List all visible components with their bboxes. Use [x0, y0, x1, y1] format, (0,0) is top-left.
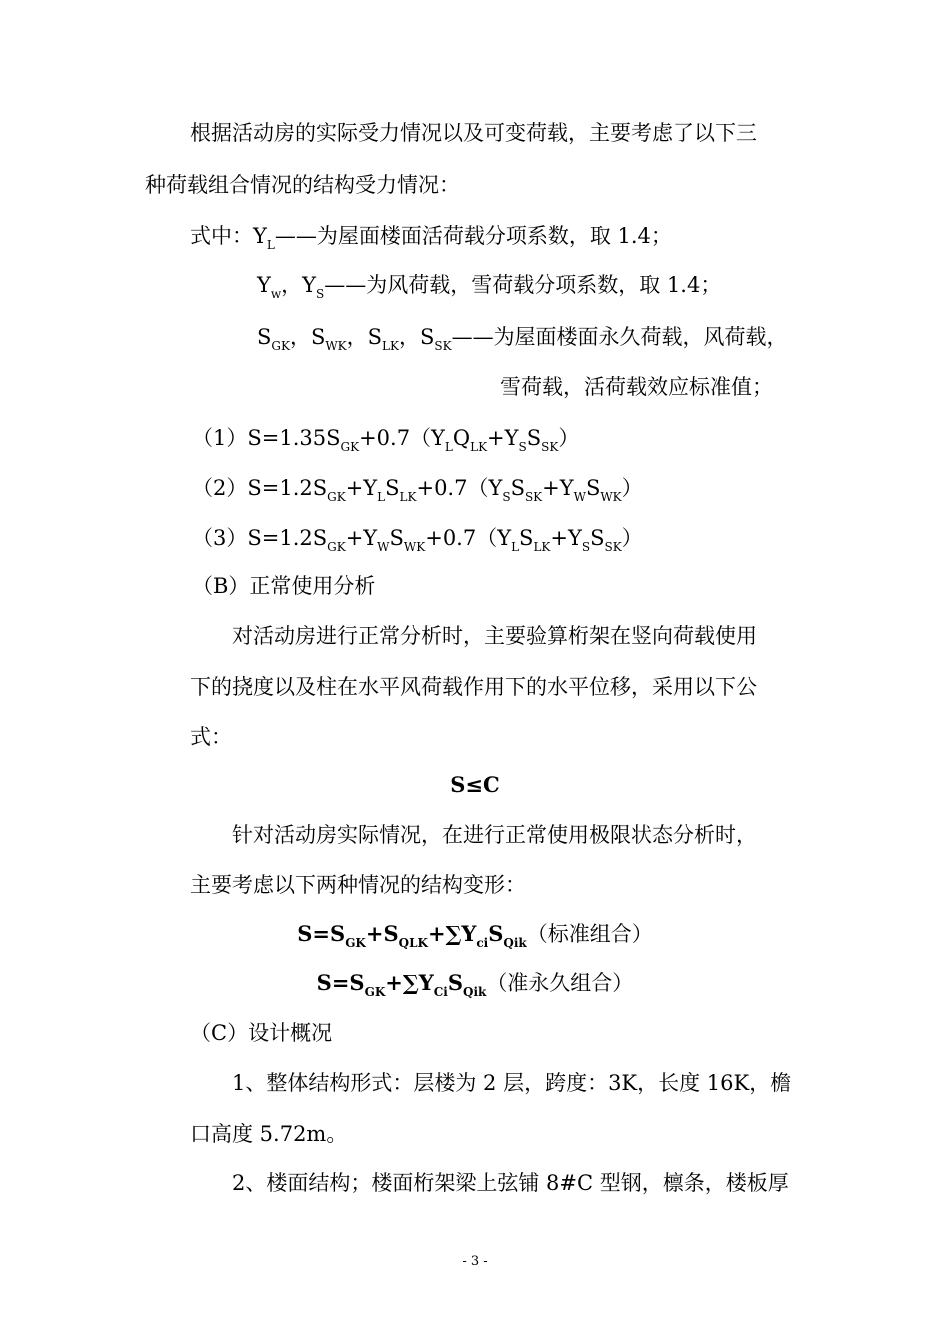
formula-part: +0.7（Y — [416, 476, 503, 500]
formula-subscript: GK — [345, 936, 366, 950]
definition-yl-text: ——为屋面楼面活荷载分项系数，取 1.4； — [274, 224, 672, 248]
formula-subscript: ci — [476, 936, 489, 950]
formula-part: S — [590, 526, 605, 550]
formula-part: S — [385, 476, 400, 500]
definition-yl — [190, 222, 672, 250]
paragraph-analysis-line-1: 对活动房进行正常分析时，主要验算桁架在竖向荷载使用 — [232, 624, 757, 648]
formula-part: +0.7（Y — [425, 526, 512, 550]
definition-s-text: ——为屋面楼面永久荷载，风荷载， — [451, 325, 788, 349]
formula-subscript: Qik — [503, 936, 527, 950]
formula-subscript: S — [518, 440, 527, 454]
formula-part: +Y — [345, 526, 378, 550]
term-s: S — [257, 325, 272, 349]
formula-s-le-c: S≤C — [450, 772, 500, 797]
formula-subscript: Qik — [462, 985, 487, 999]
formula-quasi-permanent-combination — [0, 969, 950, 997]
formula-subscript: W — [573, 490, 586, 504]
formula-part: S — [526, 426, 542, 450]
formula-part: S — [389, 526, 404, 550]
formula-subscript: Ci — [433, 985, 448, 999]
item-2-line-1: 2、楼面结构；楼面桁架梁上弦铺 8#C 型钢，檩条，楼板厚 — [232, 1171, 789, 1195]
definition-s-continuation: 雪荷载，活荷载效应标准值； — [500, 375, 773, 399]
formula-subscript: GK — [340, 440, 360, 454]
heading-b: （B）正常使用分析 — [192, 574, 376, 598]
formula-part: S=S — [316, 970, 365, 995]
formula-part: S — [510, 476, 525, 500]
formula-part: +0.7（Y — [359, 426, 445, 450]
page-number: - 3 - — [462, 1254, 488, 1269]
formula-combination-1 — [192, 424, 579, 452]
definition-yw-ys — [257, 271, 721, 299]
formula-note: （标准组合） — [526, 922, 653, 946]
formula-subscript: L — [377, 490, 386, 504]
formula-part: （2）S=1.2S — [192, 476, 328, 500]
formula-subscript: L — [444, 440, 453, 454]
formula-subscript: GK — [327, 490, 346, 504]
heading-c: （C）设计概况 — [190, 1021, 333, 1045]
formula-part: S — [488, 921, 504, 946]
formula-part: +Y — [550, 526, 582, 550]
formula-note: （准永久组合） — [486, 971, 634, 995]
formula-part: S — [447, 970, 463, 995]
term-subscript: WK — [325, 339, 347, 353]
formula-subscript: LK — [470, 440, 488, 454]
paragraph-analysis-line-2: 下的挠度以及柱在水平风荷载作用下的水平位移，采用以下公 — [190, 675, 757, 699]
formula-part: （1）S=1.35S — [192, 426, 341, 450]
formula-subscript: SK — [604, 540, 622, 554]
definition-yw-subscript: w — [270, 287, 282, 301]
term-subscript: SK — [434, 339, 452, 353]
formula-part: （3）S=1.2S — [192, 526, 328, 550]
formula-part: S — [519, 526, 534, 550]
formula-part: +∑Y — [385, 970, 434, 995]
formula-part: +Y — [487, 426, 519, 450]
formula-part: +Y — [345, 476, 378, 500]
formula-part: +∑Y — [427, 921, 477, 946]
formula-subscript: QLK — [398, 936, 428, 950]
formula-subscript: GK — [327, 540, 346, 554]
formula-combination-3 — [192, 524, 643, 552]
formula-subscript: S — [581, 540, 591, 554]
paragraph-serviceability-line-1: 针对活动房实际情况，在进行正常使用极限状态分析时， — [232, 823, 757, 847]
formula-subscript: W — [377, 540, 390, 554]
paragraph-serviceability-line-2: 主要考虑以下两种情况的结构变形： — [190, 873, 526, 897]
definition-s-terms — [257, 323, 788, 351]
formula-subscript: LK — [399, 490, 417, 504]
definition-yl-prefix: 式中：Y — [190, 224, 267, 248]
formula-part: ） — [621, 476, 643, 500]
formula-subscript: LK — [533, 540, 551, 554]
term-subscript: GK — [271, 339, 290, 353]
definition-yw-ys-text: ——为风荷载，雪荷载分项系数，取 1.4； — [324, 273, 722, 297]
formula-standard-combination — [0, 920, 950, 948]
formula-subscript: L — [511, 540, 520, 554]
formula-subscript: WK — [403, 540, 426, 554]
formula-part: S=S — [297, 921, 346, 946]
formula-part: +S — [365, 921, 399, 946]
definition-ys-subscript: S — [316, 287, 325, 301]
formula-part: ） — [558, 426, 580, 450]
formula-subscript: WK — [600, 490, 622, 504]
paragraph-intro-line-1: 根据活动房的实际受力情况以及可变荷载，主要考虑了以下三 — [190, 121, 757, 145]
paragraph-analysis-line-3: 式： — [190, 725, 232, 749]
definition-yw-symbol: Y — [257, 273, 271, 297]
term-s: ，S — [289, 325, 326, 349]
formula-part: Q — [452, 426, 471, 450]
definition-yl-subscript: L — [266, 238, 275, 252]
formula-part: S — [585, 476, 601, 500]
formula-subscript: SK — [541, 440, 559, 454]
paragraph-intro-line-2: 种荷载组合情况的结构受力情况： — [145, 173, 460, 197]
term-subscript: LK — [382, 339, 399, 353]
term-s: ，S — [346, 325, 383, 349]
formula-part: ） — [621, 526, 643, 550]
formula-subscript: SK — [524, 490, 543, 504]
formula-subscript: S — [502, 490, 511, 504]
formula-combination-2 — [192, 474, 643, 502]
formula-subscript: GK — [364, 985, 386, 999]
item-1-line-2: 口高度 5.72m。 — [190, 1122, 348, 1146]
definition-ys-symbol: ，Y — [281, 273, 317, 297]
item-1-line-1: 1、整体结构形式：层楼为 2 层，跨度：3K，长度 16K，檐 — [232, 1071, 792, 1095]
term-s: ，S — [398, 325, 435, 349]
formula-part: +Y — [542, 476, 574, 500]
